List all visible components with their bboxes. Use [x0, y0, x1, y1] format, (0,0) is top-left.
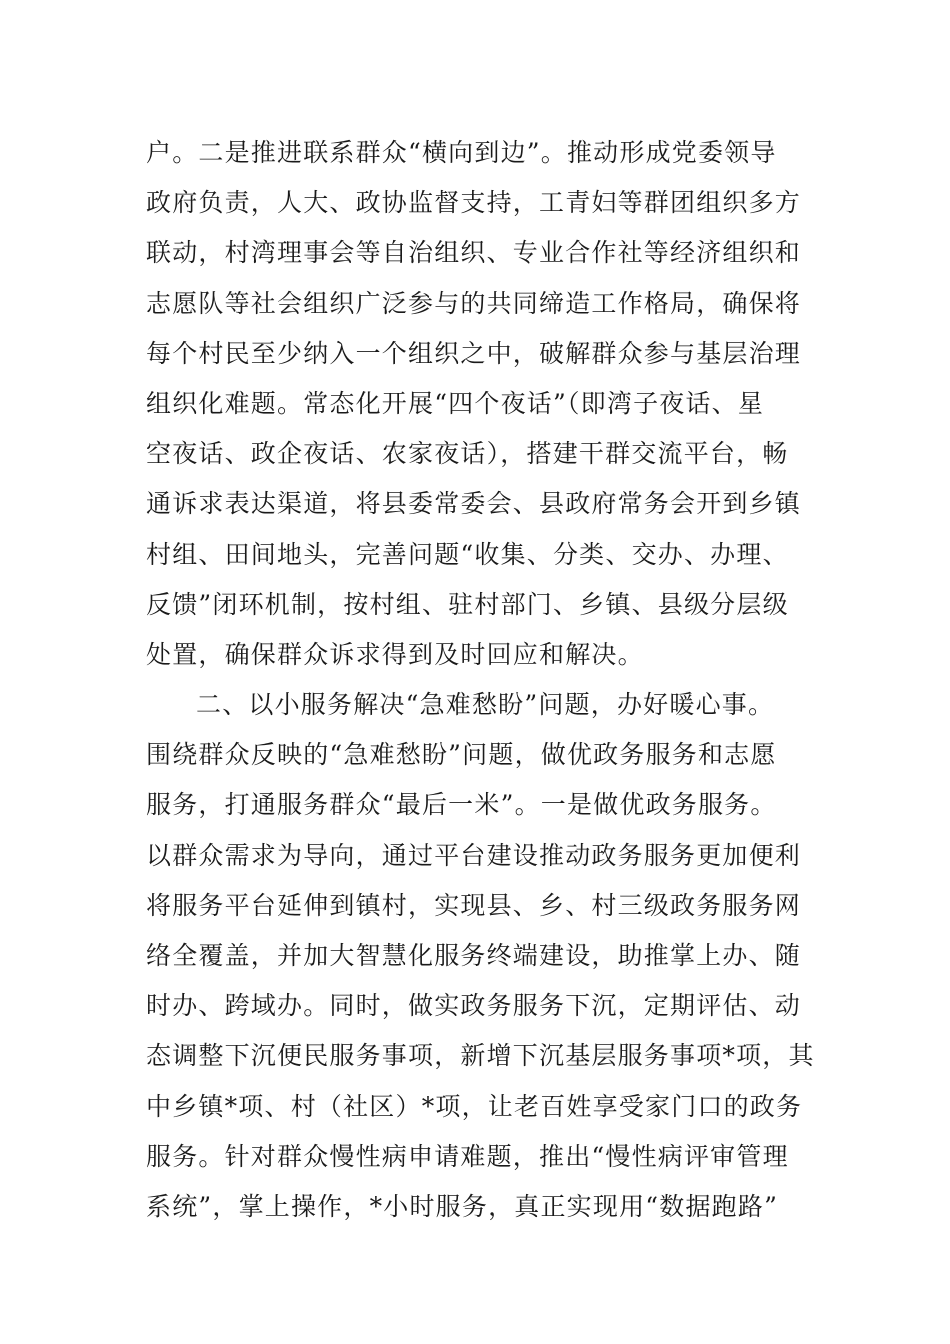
text-line-4: 志愿队等社会组织广泛参与的共同缔造工作格局，确保将	[146, 288, 802, 318]
text-line-11: 处置，确保群众诉求得到及时回应和解决。	[146, 639, 644, 669]
text-line-10: 反馈”闭环机制，按村组、驻村部门、乡镇、县级分层级	[146, 589, 789, 619]
text-line-1: 户。二是推进联系群众“横向到边”。推动形成党委领导	[146, 138, 777, 167]
text-line-6: 组织化难题。常态化开展“四个夜话”（即湾子夜话、星	[146, 388, 765, 418]
text-line-8: 通诉求表达渠道，将县委常委会、县政府常务会开到乡镇	[146, 489, 802, 519]
text-line-14: 服务，打通服务群众“最后一米”。一是做优政务服务。	[146, 790, 777, 820]
text-line-3: 联动，村湾理事会等自治组织、专业合作社等经济组织和	[146, 238, 802, 268]
section-heading-line: 二、以小服务解决“急难愁盼”问题，办好暖心事。	[196, 690, 775, 720]
text-line-9: 村组、田间地头，完善问题“收集、分类、交办、办理、	[146, 539, 789, 569]
text-line-18: 时办、跨域办。同时，做实政务服务下沉，定期评估、动	[146, 991, 802, 1021]
text-line-16: 将服务平台延伸到镇村，实现县、乡、村三级政务服务网	[146, 890, 802, 920]
text-line-13: 围绕群众反映的“急难愁盼”问题，做优政务服务和志愿	[146, 740, 777, 770]
text-line-19: 态调整下沉便民服务事项，新增下沉基层服务事项*项，其	[146, 1041, 815, 1071]
text-line-21: 服务。针对群众慢性病申请难题，推出“慢性病评审管理	[146, 1141, 789, 1171]
text-line-2: 政府负责，人大、政协监督支持，工青妇等群团组织多方	[146, 188, 802, 218]
text-line-20: 中乡镇*项、村（社区）*项，让老百姓享受家门口的政务	[146, 1091, 803, 1121]
text-line-17: 络全覆盖，并加大智慧化服务终端建设，助推掌上办、随	[146, 941, 802, 970]
body-text	[146, 128, 815, 1232]
text-line-15: 以群众需求为导向，通过平台建设推动政务服务更加便利	[146, 840, 802, 870]
text-line-7: 空夜话、政企夜话、农家夜话），搭建干群交流平台，畅	[146, 439, 789, 469]
text-line-5: 每个村民至少纳入一个组织之中，破解群众参与基层治理	[146, 338, 802, 368]
text-line-22: 系统”，掌上操作，*小时服务，真正实现用“数据跑路”	[146, 1191, 779, 1221]
